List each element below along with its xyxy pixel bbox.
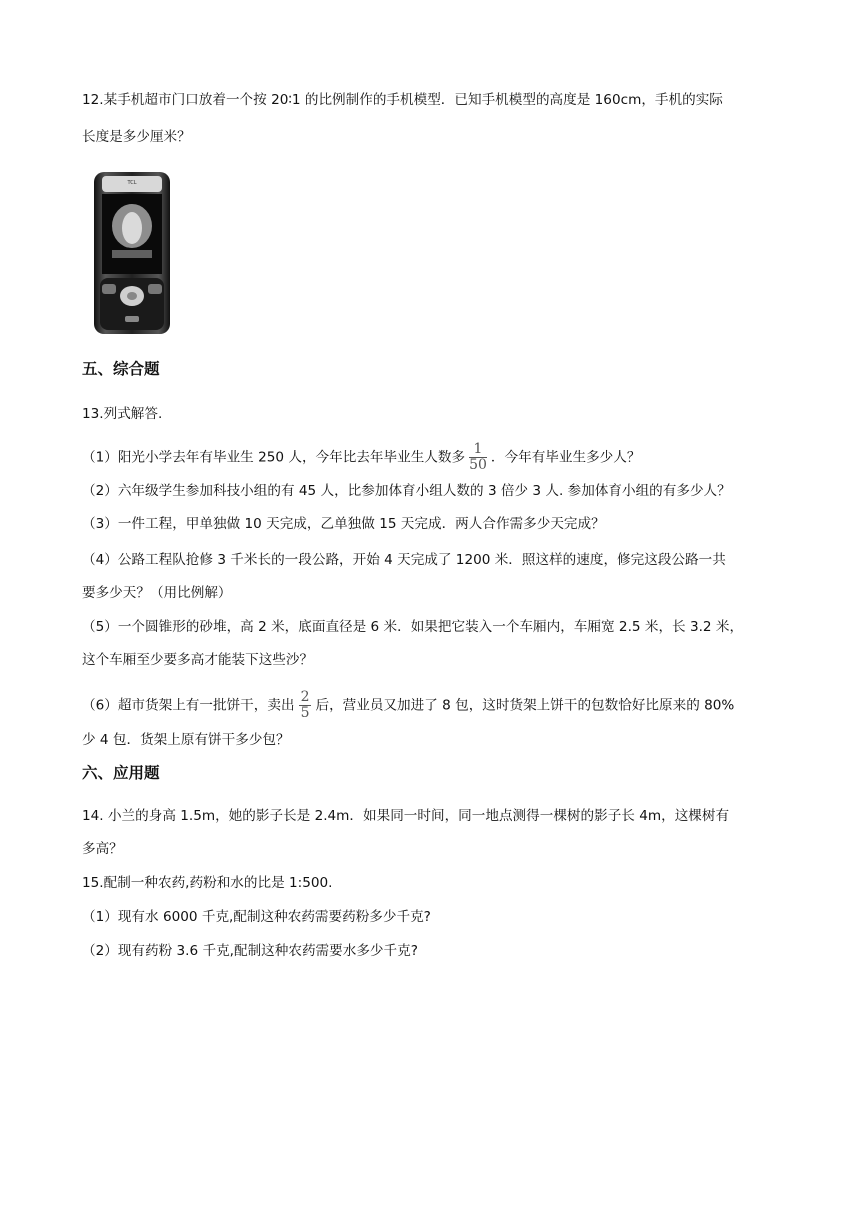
section-six-heading: 六、应用题 [82, 764, 160, 782]
q14-line2: 多高？ [82, 841, 123, 857]
q12-line2: 长度是多少厘米？ [82, 129, 191, 145]
fraction-denominator: 50 [469, 457, 487, 473]
q13-item-6-text-after: 后，营业员又加进了 8 包，这时货架上饼干的包数恰好比原来的 80% [315, 697, 735, 714]
q15-item-1: （1）现有水 6000 千克,配制这种农药需要药粉多少千克? [82, 909, 431, 925]
q13-item-4-line1: （4）公路工程队抢修 3 千米长的一段公路，开始 4 天完成了 1200 米．照这样的速度，修完这段公路一共 [82, 552, 726, 568]
q13-item-5-line2: 这个车厢至少要多高才能装下这些沙？ [82, 652, 314, 668]
fraction-two-fifths [299, 690, 312, 721]
mobile-phone-image [92, 170, 172, 336]
q13-item-4-line2: 要多少天？（用比例解） [82, 585, 232, 601]
q13-item-6-text-before: （6）超市货架上有一批饼干，卖出 [82, 697, 295, 714]
q13-item-1 [82, 442, 640, 473]
q14-line1: 14. 小兰的身高 1.5m，她的影子长是 2.4m．如果同一时间，同一地点测得一棵树的影子长 4m，这棵树有 [82, 808, 730, 824]
q13-title: 13.列式解答. [82, 406, 163, 422]
svg-text:TCL: TCL [127, 180, 137, 186]
q12-line1: 12.某手机超市门口放着一个按 20∶1 的比例制作的手机模型．已知手机模型的高度是 160cm，手机的实际 [82, 92, 723, 108]
q13-item-1-text-before: （1）阳光小学去年有毕业生 250 人，今年比去年毕业生人数多 [82, 449, 466, 466]
q13-item-5-line1: （5）一个圆锥形的砂堆，高 2 米，底面直径是 6 米．如果把它装入一个车厢内，车厢宽 2.5 米，长 3.2 米， [82, 619, 744, 635]
fraction-denominator: 5 [300, 705, 310, 721]
q15-item-2: （2）现有药粉 3.6 千克,配制这种农药需要水多少千克? [82, 943, 418, 959]
q15-title: 15.配制一种农药,药粉和水的比是 1:500. [82, 875, 333, 891]
fraction-numerator: 1 [469, 442, 487, 458]
fraction-one-fiftieth [469, 442, 487, 473]
q13-item-6-line1 [82, 690, 734, 721]
fraction-numerator: 2 [300, 689, 310, 705]
q13-item-2: （2）六年级学生参加科技小组的有 45 人，比参加体育小组人数的 3 倍少 3 人. 参加体育小组的有多少人？ [82, 483, 731, 499]
q13-item-3: （3）一件工程，甲单独做 10 天完成，乙单独做 15 天完成．两人合作需多少天完成？ [82, 516, 605, 532]
q13-item-1-text-after: ．今年有毕业生多少人？ [490, 449, 641, 466]
q13-item-6-line2: 少 4 包．货架上原有饼干多少包？ [82, 732, 290, 748]
section-five-heading: 五、综合题 [82, 360, 160, 378]
